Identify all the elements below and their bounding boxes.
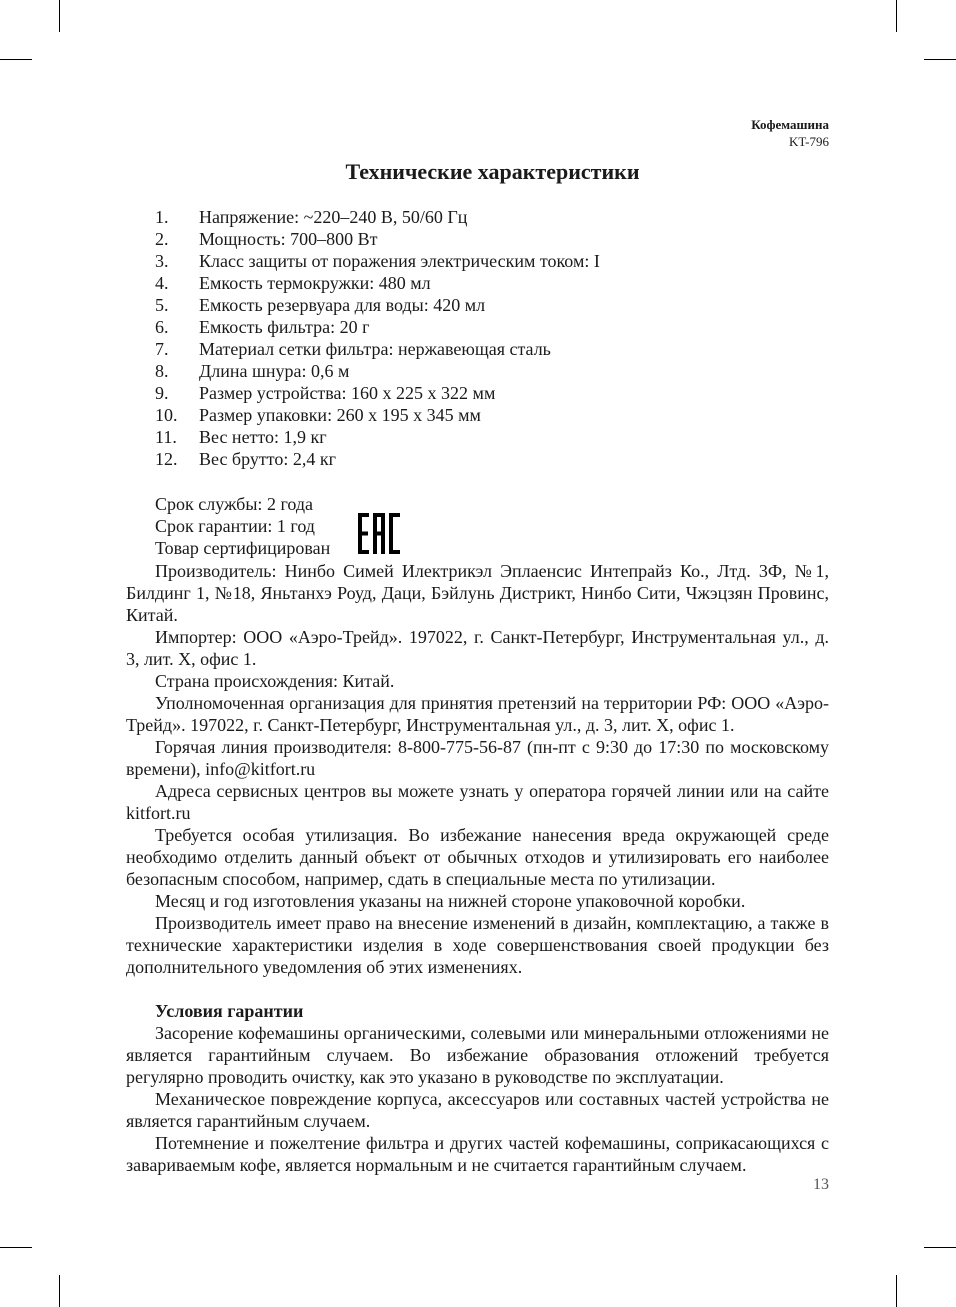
spec-text: Вес брутто: 2,4 кг xyxy=(199,449,336,469)
eac-logo xyxy=(358,513,400,554)
body-paragraph: Адреса сервисных центров вы можете узнать у оператора горячей линии или на сайте kitfort.ru xyxy=(126,781,829,823)
warranty-period: Срок гарантии: 1 год xyxy=(155,516,315,536)
running-header xyxy=(751,116,829,150)
spec-number: 12. xyxy=(155,449,178,469)
crop-mark-top-right-h xyxy=(924,59,956,60)
body-paragraph: Производитель имеет право на внесение изменений в дизайн, комплектацию, а также в технические характеристики изделия в ходе совершенствования своей продукции без дополнительного уведомления об этих изменениях. xyxy=(126,913,829,977)
warranty-paragraphs xyxy=(126,1022,829,1176)
crop-mark-bottom-left xyxy=(59,1275,60,1307)
body-paragraph: Производитель: Нинбо Симей Илектрикэл Эплаенсис Интепрайз Ко., Лтд. 3Ф, №1, Билдинг 1, №18, Яньтанхэ Роуд, Даци, Бэйлунь Дистрикт, Нинбо Сити, Чжэцзян Провинс, Китай. xyxy=(126,561,829,625)
spec-number: 8. xyxy=(155,361,169,381)
spec-number: 6. xyxy=(155,317,169,337)
warranty-paragraph: Засорение кофемашины органическими, солевыми или минеральными отложениями не является гарантийным случаем. Во избежание образования отложений требуется регулярно проводить очистку, как это указано в руководстве по эксплуатации. xyxy=(126,1023,829,1087)
spec-item xyxy=(155,382,600,404)
spec-number: 3. xyxy=(155,251,169,271)
spec-item xyxy=(155,316,600,338)
warranty-heading: Условия гарантии xyxy=(155,1001,304,1021)
spec-item xyxy=(155,294,600,316)
spec-text: Емкость термокружки: 480 мл xyxy=(199,273,431,293)
spec-number: 11. xyxy=(155,427,177,447)
spec-number: 1. xyxy=(155,207,169,227)
body-paragraph: Горячая линия производителя: 8-800-775-56-87 (пн-пт с 9:30 до 17:30 по московскому времени), info@kitfort.ru xyxy=(126,737,829,779)
info-block xyxy=(155,493,330,559)
spec-item xyxy=(155,206,600,228)
spec-item xyxy=(155,360,600,382)
spec-text: Материал сетки фильтра: нержавеющая сталь xyxy=(199,339,551,359)
spec-text: Длина шнура: 0,6 м xyxy=(199,361,350,381)
spec-number: 5. xyxy=(155,295,169,315)
body-paragraph: Страна происхождения: Китай. xyxy=(155,671,395,691)
spec-item xyxy=(155,448,600,470)
crop-mark-bottom-left-h xyxy=(0,1247,32,1248)
document-body xyxy=(126,560,829,1176)
spec-item xyxy=(155,228,600,250)
crop-mark-top-left-h xyxy=(0,59,32,60)
crop-mark-top-left xyxy=(59,0,60,32)
header-product: Кофемашина xyxy=(751,117,829,132)
certified-text: Товар сертифицирован xyxy=(155,538,331,558)
spec-text: Мощность: 700–800 Вт xyxy=(199,229,378,249)
spec-item xyxy=(155,272,600,294)
page-title: Технические характеристики xyxy=(345,159,640,184)
spec-text: Емкость резервуара для воды: 420 мл xyxy=(199,295,486,315)
spec-text: Напряжение: ~220–240 В, 50/60 Гц xyxy=(199,207,468,227)
header-model: KT-796 xyxy=(789,134,829,149)
spec-text: Размер упаковки: 260 x 195 x 345 мм xyxy=(199,405,481,425)
spec-item xyxy=(155,250,600,272)
crop-mark-bottom-right-h xyxy=(924,1247,956,1248)
spec-number: 7. xyxy=(155,339,169,359)
page-number: 13 xyxy=(813,1176,829,1193)
spec-item xyxy=(155,338,600,360)
warranty-paragraph: Механическое повреждение корпуса, аксессуаров или составных частей устройства не является гарантийным случаем. xyxy=(126,1089,829,1131)
specs-list xyxy=(155,206,600,470)
spec-number: 9. xyxy=(155,383,169,403)
spec-item xyxy=(155,404,600,426)
spec-text: Класс защиты от поражения электрическим током: I xyxy=(199,251,600,271)
spec-number: 10. xyxy=(155,405,178,425)
service-life: Срок службы: 2 года xyxy=(155,494,314,514)
crop-mark-bottom-right xyxy=(896,1275,897,1307)
body-paragraph: Месяц и год изготовления указаны на нижней стороне упаковочной коробки. xyxy=(155,891,746,911)
spec-text: Вес нетто: 1,9 кг xyxy=(199,427,327,447)
main-paragraphs xyxy=(126,560,829,978)
warranty-paragraph: Потемнение и пожелтение фильтра и других частей кофемашины, соприкасающихся с завариваемым кофе, является нормальным и не считается гарантийным случаем. xyxy=(126,1133,829,1175)
spec-number: 2. xyxy=(155,229,169,249)
spec-text: Размер устройства: 160 x 225 x 322 мм xyxy=(199,383,496,403)
spec-item xyxy=(155,426,600,448)
spec-text: Емкость фильтра: 20 г xyxy=(199,317,370,337)
body-paragraph: Требуется особая утилизация. Во избежание нанесения вреда окружающей среде необходимо отделить данный объект от обычных отходов и утилизировать его наиболее безопасным способом, например, сдать в специальные места по утилизации. xyxy=(126,825,829,889)
crop-mark-top-right xyxy=(896,0,897,32)
body-paragraph: Импортер: ООО «Аэро-Трейд». 197022, г. Санкт-Петербург, Инструментальная ул., д. 3, лит. Х, офис 1. xyxy=(126,627,829,669)
spec-number: 4. xyxy=(155,273,169,293)
body-paragraph: Уполномоченная организация для принятия претензий на территории РФ: ООО «Аэро-Трейд». 197022, г. Санкт-Петербург, Инструментальная ул., д. 3, лит. Х, офис 1. xyxy=(126,693,829,735)
